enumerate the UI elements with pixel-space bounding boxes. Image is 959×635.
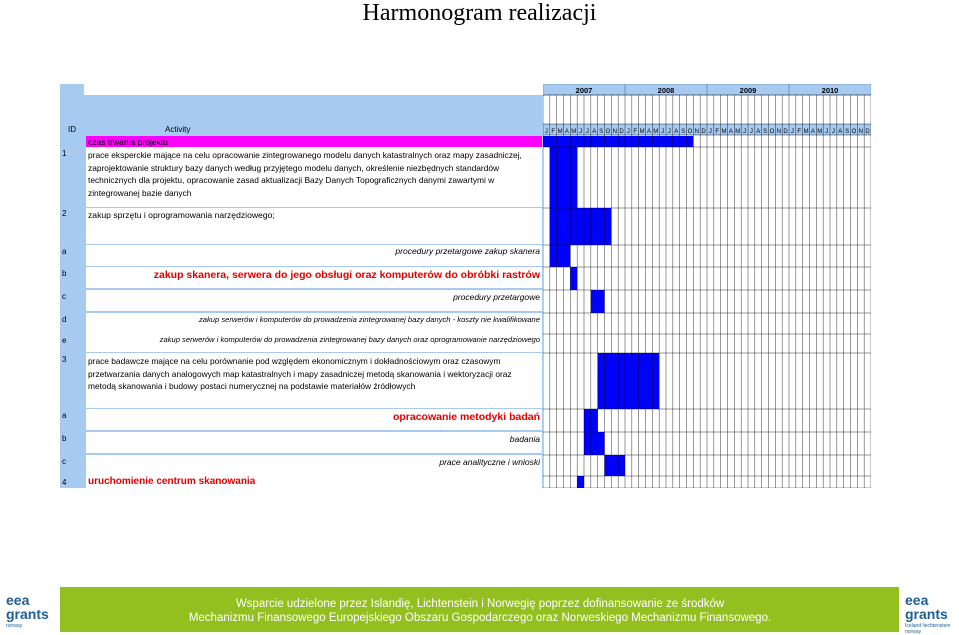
month-label: N <box>858 129 863 135</box>
gantt-bar <box>598 353 660 409</box>
row-id: a <box>62 411 67 420</box>
row-id: d <box>62 315 67 324</box>
month-label: J <box>585 129 589 135</box>
month-label: A <box>646 129 651 135</box>
month-label: S <box>599 129 604 135</box>
row-id: e <box>62 336 67 345</box>
row-id: c <box>62 457 66 466</box>
month-label: J <box>708 129 712 135</box>
row-activity-2: zakup sprzętu i oprogramowania narzędziowego; <box>86 208 542 244</box>
row-id: b <box>62 269 67 278</box>
month-label: A <box>674 129 679 135</box>
month-label: M <box>817 129 823 135</box>
row-id: 4 <box>62 478 67 487</box>
month-label: N <box>694 129 699 135</box>
row-activity-2a: procedury przetargowe zakup skanera <box>86 245 542 266</box>
month-label: J <box>831 129 835 135</box>
row-activity-2c: procedury przetargowe <box>86 290 542 311</box>
row-activity-1: prace eksperckie mające na celu opracowanie zintegrowanego modelu danych katastralnych oraz mapy zasadniczej, zaprojektowanie struktury bazy danych według przyjętego modelu danych, określenie niezbędnych standardów technicznych dla projektu, opracowanie zasad aktualizacji Bazy Danych Topograficznych danymi zawartymi w zintegrowanej bazie danych <box>86 147 542 207</box>
month-label: D <box>783 129 788 135</box>
month-label: A <box>592 129 597 135</box>
eea-grants-logo-right: eea grants Iceland liechtenstein norway <box>899 587 959 632</box>
month-label: J <box>790 129 794 135</box>
month-label: M <box>571 129 577 135</box>
month-label: A <box>728 129 733 135</box>
header-top <box>60 84 543 96</box>
month-label: O <box>769 129 775 135</box>
footer-line-2: Mechanizmu Finansowego Europejskiego Obszaru Gospodarczego oraz Norweskiego Mechanizmu Finansowego. <box>188 612 772 624</box>
gantt-bar <box>605 455 626 476</box>
row-activity-3: prace badawcze mające na celu porównanie pod względem ekonomicznym i dokładnościowym oraz czasowym przetwarzania danych analogowych map katastralnych i mapy zasadniczej metodą skanowania i wektoryzacji oraz metodą skanowania i budowy postaci numerycznej na podstawie materiałów źródłowych <box>86 353 542 408</box>
row-activity-3c: prace analityczne i wnioski <box>86 455 542 476</box>
month-label: F <box>633 129 638 135</box>
month-label: M <box>557 129 563 135</box>
month-label: J <box>825 129 829 135</box>
year-label: 2007 <box>575 86 593 95</box>
month-label: O <box>851 129 857 135</box>
header-id: ID <box>68 125 76 134</box>
month-label: J <box>661 129 665 135</box>
month-label: M <box>721 129 727 135</box>
row-id: 1 <box>62 149 67 158</box>
month-label: A <box>756 129 761 135</box>
month-label: M <box>803 129 809 135</box>
month-label: A <box>810 129 815 135</box>
timeline-grid <box>543 84 871 488</box>
month-label: J <box>579 129 583 135</box>
row-activity-2b: zakup skanera, serwera do jego obsługi oraz komputerów do obróbki rastrów <box>86 267 542 288</box>
footer-line-1: Wsparcie udzielone przez Islandię, Lichtenstein i Norwegię poprzez dofinansowanie ze środków <box>235 598 725 610</box>
month-label: N <box>612 129 617 135</box>
row-activity-3a: opracowanie metodyki badań <box>86 409 542 430</box>
month-label: O <box>687 129 693 135</box>
month-label: J <box>544 129 548 135</box>
month-label: F <box>715 129 720 135</box>
month-label: J <box>626 129 630 135</box>
row-id: 3 <box>62 355 67 364</box>
month-label: J <box>667 129 671 135</box>
page-title: Harmonogram realizacji <box>362 0 597 26</box>
month-label: S <box>763 129 768 135</box>
row-activity-3b: badania <box>86 432 542 453</box>
gantt-bar <box>570 267 577 290</box>
row-project-duration: czas trwania projektu <box>86 136 542 147</box>
row-activity-4: uruchomienie centrum skanowania <box>86 476 542 488</box>
row-activity-2d: zakup serwerów i komputerów do prowadzenia zintegrowanej bazy danych - koszty nie kwalifikowane <box>86 313 542 334</box>
year-label: 2009 <box>739 86 757 95</box>
month-label: D <box>865 129 870 135</box>
year-label: 2010 <box>821 86 839 95</box>
header-activity: Activity <box>165 125 191 134</box>
month-label: D <box>701 129 706 135</box>
month-label: M <box>735 129 741 135</box>
month-label: M <box>639 129 645 135</box>
eea-grants-logo-left: eea grants norway <box>0 587 60 632</box>
row-activity-2e: zakup serwerów i komputerów do prowadzenia zintegrowanej bazy danych oraz oprogramowanie narzędziowego <box>86 334 542 352</box>
month-label: F <box>797 129 802 135</box>
row-id: a <box>62 247 67 256</box>
row-id: b <box>62 434 67 443</box>
month-label: J <box>749 129 753 135</box>
month-label: O <box>605 129 611 135</box>
month-label: D <box>619 129 624 135</box>
month-label: N <box>776 129 781 135</box>
gantt-bar <box>550 208 612 245</box>
month-label: S <box>845 129 850 135</box>
month-label: M <box>653 129 659 135</box>
year-label: 2008 <box>657 86 675 95</box>
month-label: A <box>838 129 843 135</box>
row-id: c <box>62 292 66 301</box>
month-label: S <box>681 129 686 135</box>
month-label: J <box>743 129 747 135</box>
gantt-bar <box>550 245 571 267</box>
gantt-bar <box>584 432 605 455</box>
row-id: 2 <box>62 209 67 218</box>
month-label: F <box>551 129 556 135</box>
gantt-bar <box>577 476 584 488</box>
gantt-chart <box>60 84 871 488</box>
month-label: A <box>564 129 569 135</box>
